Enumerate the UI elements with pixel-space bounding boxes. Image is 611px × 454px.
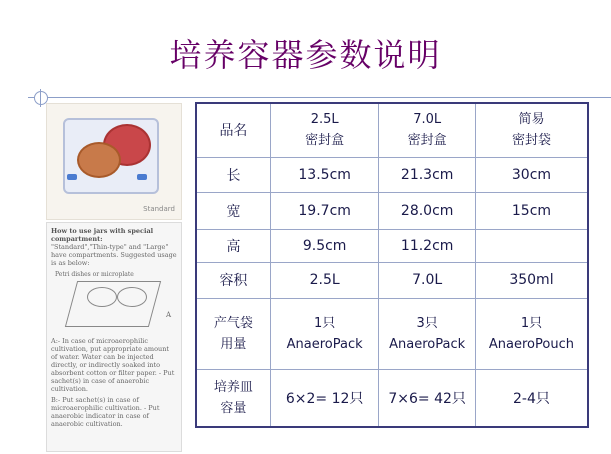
header-type: 密封盒 (305, 133, 345, 149)
header-volume: 简易 (518, 112, 545, 128)
spec-table (195, 102, 589, 428)
manual-note-a: A:- In case of microaerophilic cultivation, put appropriate amount of water. Water can be injected directly, or indirectly soaked into absorbent cotton or filter paper. - Put sachet(s) in case of anaerobic cultivation. (51, 337, 175, 393)
table-cell (379, 298, 475, 369)
row-label-line: 用量 (220, 336, 247, 352)
gas-count: 3只 (416, 315, 438, 331)
title-divider (28, 97, 611, 98)
table-cell (270, 298, 379, 369)
manual-intro: "Standard","Thin-type" and "Large" have compartments. Suggested usage is as below: (51, 243, 177, 267)
row-label-line: 培养皿 (213, 379, 253, 395)
table-cell: 2.5L (270, 262, 379, 298)
row-label-line: 产气袋 (213, 315, 253, 331)
header-cell (475, 103, 588, 157)
row-label: 容积 (196, 262, 270, 298)
table-cell: 15cm (475, 192, 588, 229)
gas-count: 1只 (314, 315, 336, 331)
page-title: 培养容器参数说明 (169, 36, 442, 74)
gas-product: AnaeroPouch (488, 336, 574, 352)
manual-note-b: B:- Put sachet(s) in case of microaerophilic cultivation. - Put anaerobic indicator in case of anaerobic cultivation. (51, 396, 160, 428)
row-label (196, 369, 270, 427)
table-cell: 7×6= 42只 (379, 369, 475, 427)
gas-count: 1只 (520, 315, 543, 331)
table-cell: 2-4只 (475, 369, 588, 427)
table-cell: 6×2= 12只 (270, 369, 379, 427)
clip-icon (137, 174, 147, 180)
table-row (196, 229, 588, 262)
sketch-dish-icon (117, 287, 147, 307)
table-cell: 11.2cm (379, 229, 475, 262)
table-row (196, 157, 588, 192)
header-cell (379, 103, 475, 157)
row-label (196, 298, 270, 369)
header-cell (270, 103, 379, 157)
table-cell: 9.5cm (270, 229, 379, 262)
table-cell: 28.0cm (379, 192, 475, 229)
table-cell: 13.5cm (270, 157, 379, 192)
petri-dish-icon (77, 142, 121, 178)
header-type: 密封盒 (407, 133, 447, 149)
table-cell (475, 298, 588, 369)
table-cell: 350ml (475, 262, 588, 298)
header-label: 品名 (196, 103, 270, 157)
sketch-jar-icon (65, 281, 161, 327)
table-row (196, 192, 588, 229)
row-label: 长 (196, 157, 270, 192)
photo-caption: Standard (143, 205, 175, 213)
table-cell: 19.7cm (270, 192, 379, 229)
table-cell (475, 229, 588, 262)
table-row-gas (196, 298, 588, 369)
sketch-label: Petri dishes or microplate (55, 271, 134, 278)
table-cell: 30cm (475, 157, 588, 192)
row-label-line: 容量 (220, 400, 247, 416)
jar-sketch (51, 271, 177, 333)
table-header-row (196, 103, 588, 157)
header-volume: 7.0L (413, 112, 442, 128)
clip-icon (67, 174, 77, 180)
manual-heading: How to use jars with special compartment: (51, 227, 154, 243)
table-cell: 21.3cm (379, 157, 475, 192)
table-cell: 7.0L (379, 262, 475, 298)
table-row (196, 262, 588, 298)
sketch-dish-icon (87, 287, 117, 307)
container-photo (46, 103, 182, 220)
row-label: 高 (196, 229, 270, 262)
table-row-capacity (196, 369, 588, 427)
row-label: 宽 (196, 192, 270, 229)
usage-manual (46, 222, 182, 452)
header-volume: 2.5L (310, 112, 339, 128)
gas-product: AnaeroPack (286, 336, 363, 352)
header-type: 密封袋 (511, 133, 551, 149)
gas-product: AnaeroPack (389, 336, 466, 352)
sketch-marker-a: A (165, 311, 171, 319)
